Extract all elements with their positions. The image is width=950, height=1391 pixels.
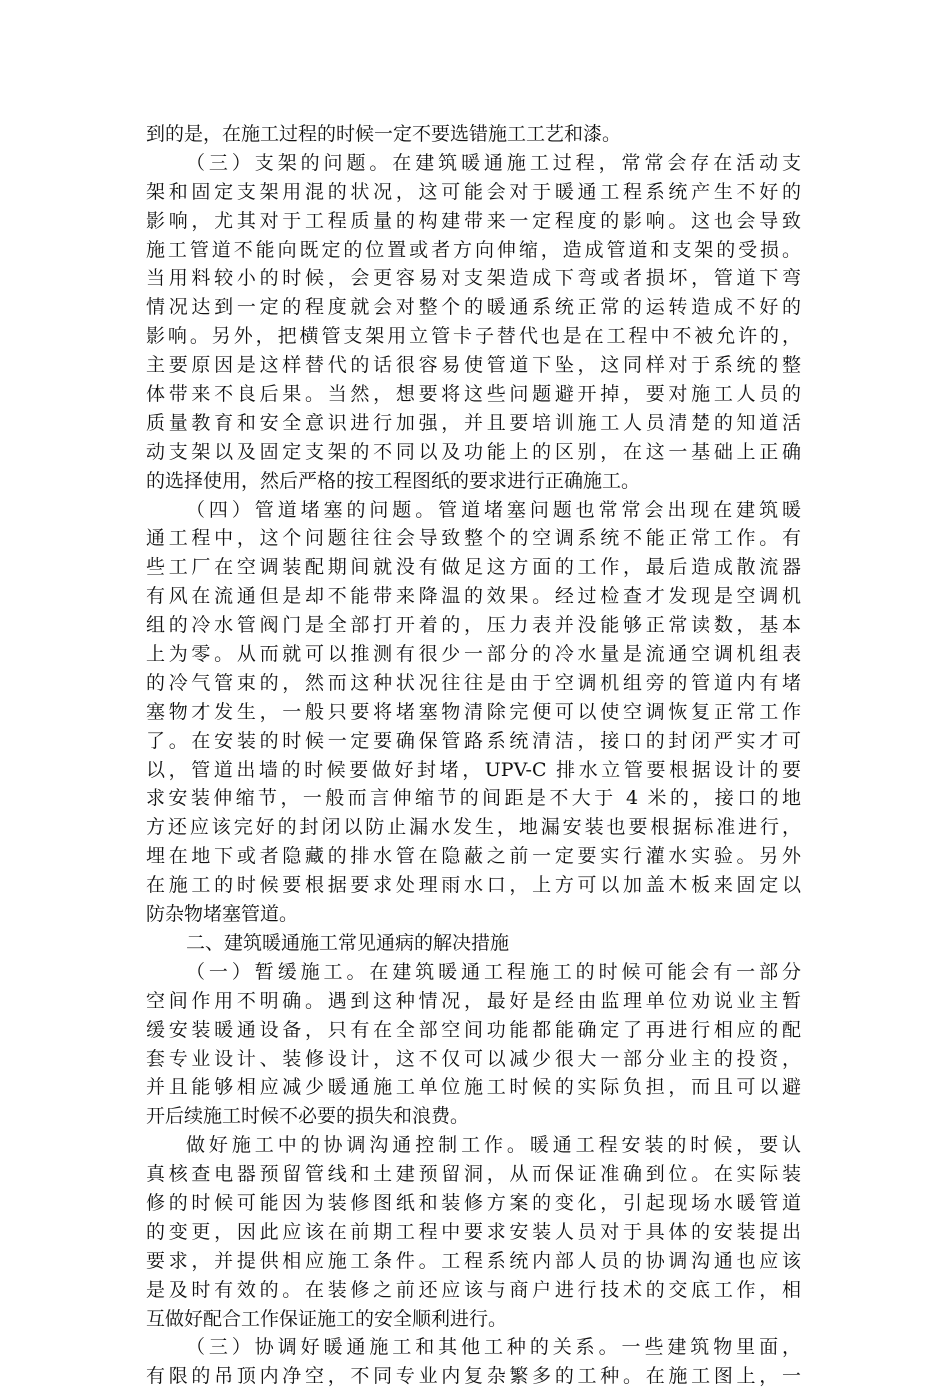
text-line: 的冷气管束的，然而这种状况往往是由于空调机组旁的管道内有堵 [146,671,801,694]
paragraph-start-line: （三）支架的问题。在建筑暖通施工过程，常常会存在活动支 [186,151,801,174]
paragraph-start-line: （一）暂缓施工。在建筑暖通工程施工的时候可能会有一部分 [186,960,801,983]
text-line: 的选择使用，然后严格的按工程图纸的要求进行正确施工。 [146,469,641,492]
text-line: 体带来不良后果。当然，想要将这些问题避开掉，要对施工人员的 [146,383,801,406]
text-line: 有风在流通但是却不能带来降温的效果。经过检查才发现是空调机 [146,585,801,608]
text-line: 求安装伸缩节，一般而言伸缩节的间距是不大于 4 米的，接口的地 [146,787,801,810]
text-line: 开后续施工时候不必要的损失和浪费。 [146,1105,470,1128]
text-line: 塞物才发生，一般只要将堵塞物清除完便可以使空调恢复正常工作 [146,700,801,723]
text-line: 修的时候可能因为装修图纸和装修方案的变化，引起现场水暖管道 [146,1191,801,1214]
text-line: 影响，尤其对于工程质量的构建带来一定程度的影响。这也会导致 [146,209,801,232]
text-line: 通工程中，这个问题往往会导致整个的空调系统不能正常工作。有 [146,527,801,550]
text-line: 当用料较小的时候，会更容易对支架造成下弯或者损坏，管道下弯 [146,267,801,290]
text-line: 方还应该完好的封闭以防止漏水发生，地漏安装也要根据标准进行， [146,816,801,839]
text-line: 到的是，在施工过程的时候一定不要选错施工工艺和漆。 [146,123,622,145]
text-line: 以，管道出墙的时候要做好封堵，UPV-C 排水立管要根据设计的要 [146,758,801,781]
text-line: 要求，并提供相应施工条件。工程系统内部人员的协调沟通也应该 [146,1249,801,1272]
text-line: 主要原因是这样替代的话很容易使管道下坠，这同样对于系统的整 [146,354,801,377]
text-line: 是及时有效的。在装修之前还应该与商户进行技术的交底工作，相 [146,1278,801,1301]
text-line: 有限的吊顶内净空，不同专业内复杂繁多的工种。在施工图上，一 [146,1365,801,1388]
text-line: 互做好配合工作保证施工的安全顺利进行。 [146,1307,508,1330]
text-line: 在施工的时候要根据要求处理雨水口，上方可以加盖木板来固定以 [146,874,801,897]
paragraph-start-line: （四）管道堵塞的问题。管道堵塞问题也常常会出现在建筑暖 [186,498,801,521]
text-line: 些工厂在空调装配期间就没有做足这方面的工作，最后造成散流器 [146,556,801,579]
text-line: 上为零。从而就可以推测有很少一部分的冷水量是流通空调机组表 [146,643,801,666]
text-line: 架和固定支架用混的状况，这可能会对于暖通工程系统产生不好的 [146,180,801,203]
text-line: 套专业设计、装修设计，这不仅可以减少很大一部分业主的投资， [146,1047,801,1070]
text-line: 并且能够相应减少暖通施工单位施工时候的实际负担，而且可以避 [146,1076,801,1099]
text-line: 情况达到一定的程度就会对整个的暖通系统正常的运转造成不好的 [146,296,801,319]
text-line: 影响。另外，把横管支架用立管卡子替代也是在工程中不被允许的， [146,325,801,348]
text-line: 真核查电器预留管线和土建预留洞，从而保证准确到位。在实际装 [146,1163,801,1186]
paragraph-start-line: （三）协调好暖通施工和其他工种的关系。一些建筑物里面， [186,1336,801,1359]
text-line: 动支架以及固定支架的不同以及功能上的区别，在这一基础上正确 [146,440,801,463]
document-body [146,120,801,1391]
text-line: 空间作用不明确。遇到这种情况，最好是经由监理单位劝说业主暂 [146,989,801,1012]
text-line: 施工管道不能向既定的位置或者方向伸缩，造成管道和支架的受损。 [146,238,801,261]
text-line: 质量教育和安全意识进行加强，并且要培训施工人员清楚的知道活 [146,411,801,434]
text-line: 缓安装暖通设备，只有在全部空间功能都能确定了再进行相应的配 [146,1018,801,1041]
text-line: 组的冷水管阀门是全部打开着的，压力表并没能够正常读数，基本 [146,614,801,637]
text-line: 的变更，因此应该在前期工程中要求安装人员对于具体的安装提出 [146,1220,801,1243]
paragraph-start-line: 做好施工中的协调沟通控制工作。暖通工程安装的时候，要认 [186,1134,801,1157]
section-heading: 二、建筑暖通施工常见通病的解决措施 [186,931,510,954]
text-line: 埋在地下或者隐藏的排水管在隐蔽之前一定要实行灌水实验。另外 [146,845,801,868]
text-line: 防杂物堵塞管道。 [146,903,299,926]
text-line: 了。在安装的时候一定要确保管路系统清洁，接口的封闭严实才可 [146,729,801,752]
